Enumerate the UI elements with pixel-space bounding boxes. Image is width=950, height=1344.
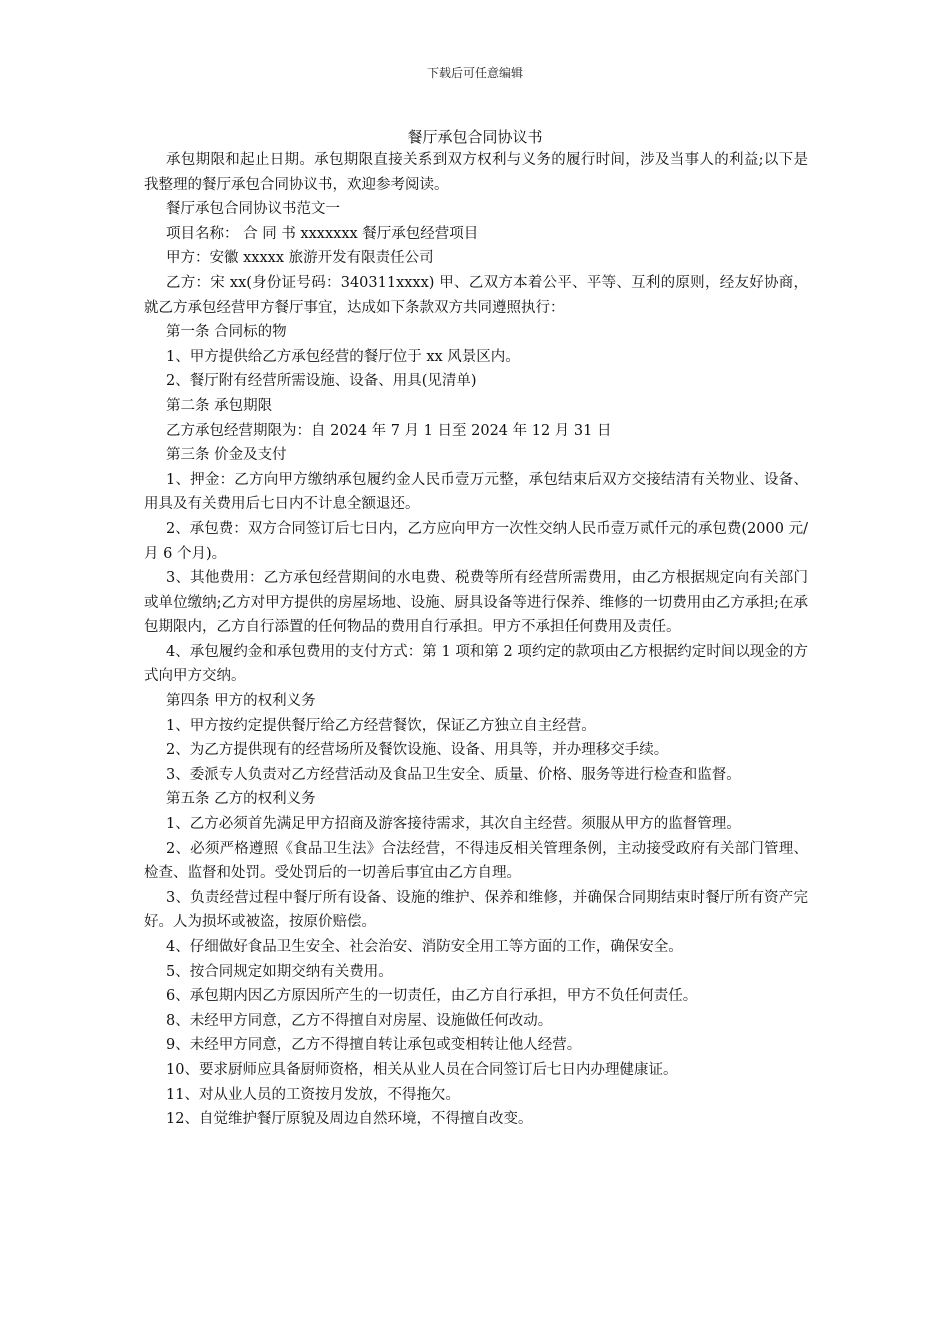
paragraph: 1、甲方提供给乙方承包经营的餐厅位于 xx 风景区内。 xyxy=(166,348,520,365)
paragraph: 3、委派专人负责对乙方经营活动及食品卫生安全、质量、价格、服务等进行检查和监督。 xyxy=(166,766,741,783)
paragraph: 1、押金：乙方向甲方缴纳承包履约金人民币壹万元整，承包结束后双方交接结清有关物业、设备、用具及有关费用后七日内不计息全额退还。 xyxy=(144,471,808,513)
paragraph: 4、仔细做好食品卫生安全、社会治安、消防安全用工等方面的工作，确保安全。 xyxy=(166,939,683,955)
paragraph: 9、未经甲方同意，乙方不得擅自转让承包或变相转让他人经营。 xyxy=(166,1037,582,1054)
paragraph: 3、负责经营过程中餐厅所有设备、设施的维护、保养和维修，并确保合同期结束时餐厅所有资产完好。人为损坏或被盗，按原价赔偿。 xyxy=(144,889,808,931)
paragraph: 项目名称： 合 同 书 xxxxxxx 餐厅承包经营项目 xyxy=(166,225,479,242)
paragraph: 第五条 乙方的权利义务 xyxy=(166,791,316,808)
paragraph: 第一条 合同标的物 xyxy=(166,324,287,341)
header-note: 下载后可任意编辑 xyxy=(426,66,523,80)
paragraph: 2、为乙方提供现有的经营场所及餐饮设施、设备、用具等，并办理移交手续。 xyxy=(166,742,669,759)
document-title: 餐厅承包合同协议书 xyxy=(407,128,543,146)
paragraph: 8、未经甲方同意，乙方不得擅自对房屋、设施做任何改动。 xyxy=(166,1012,553,1029)
paragraph: 2、承包费：双方合同签订后七日内，乙方应向甲方一次性交纳人民币壹万贰仟元的承包费(2000 元/月 6 个月)。 xyxy=(144,520,808,562)
paragraph: 2、必须严格遵照《食品卫生法》合法经营，不得违反相关管理条例，主动接受政府有关部门管理、检查、监督和处罚。受处罚后的一切善后事宜由乙方自理。 xyxy=(144,840,808,882)
paragraph: 3、其他费用：乙方承包经营期间的水电费、税费等所有经营所需费用，由乙方根据规定向有关部门或单位缴纳;乙方对甲方提供的房屋场地、设施、厨具设备等进行保养、维修的一切费用由乙方承担;在承包期限内，乙方自行添置的任何物品的费用自行承担。甲方不承担任何费用及责任。 xyxy=(144,570,808,636)
paragraph: 4、承包履约金和承包费用的支付方式：第 1 项和第 2 项约定的款项由乙方根据约定时间以现金的方式向甲方交纳。 xyxy=(144,643,808,685)
paragraph: 10、要求厨师应具备厨师资格，相关从业人员在合同签订后七日内办理健康证。 xyxy=(166,1061,678,1078)
document-body xyxy=(144,148,808,1132)
paragraph: 乙方：宋 xx(身份证号码：340311xxxx) 甲、乙双方本着公平、平等、互利的原则，经友好协商，就乙方承包经营甲方餐厅事宜，达成如下条款双方共同遵照执行： xyxy=(144,274,808,316)
paragraph: 2、餐厅附有经营所需设施、设备、用具(见清单) xyxy=(166,373,477,390)
paragraph: 第二条 承包期限 xyxy=(166,397,273,414)
paragraph: 1、乙方必须首先满足甲方招商及游客接待需求，其次自主经营。须服从甲方的监督管理。 xyxy=(166,816,741,833)
paragraph: 甲方：安徽 xxxxx 旅游开发有限责任公司 xyxy=(166,250,434,267)
paragraph: 餐厅承包合同协议书范文一 xyxy=(166,201,340,218)
paragraph: 承包期限和起止日期。承包期限直接关系到双方权利与义务的履行时间，涉及当事人的利益;以下是我整理的餐厅承包合同协议书，欢迎参考阅读。 xyxy=(144,152,808,193)
paragraph: 6、承包期内因乙方原因所产生的一切责任，由乙方自行承担，甲方不负任何责任。 xyxy=(166,988,698,1005)
paragraph: 11、对从业人员的工资按月发放，不得拖欠。 xyxy=(166,1086,460,1103)
paragraph: 第四条 甲方的权利义务 xyxy=(166,693,316,710)
paragraph: 乙方承包经营期限为：自 2024 年 7 月 1 日至 2024 年 12 月 31 日 xyxy=(166,422,612,439)
paragraph: 12、自觉维护餐厅原貌及周边自然环境，不得擅自改变。 xyxy=(166,1111,533,1128)
paragraph: 第三条 价金及支付 xyxy=(166,447,287,464)
paragraph: 1、甲方按约定提供餐厅给乙方经营餐饮，保证乙方独立自主经营。 xyxy=(166,717,596,734)
paragraph: 5、按合同规定如期交纳有关费用。 xyxy=(166,963,393,980)
